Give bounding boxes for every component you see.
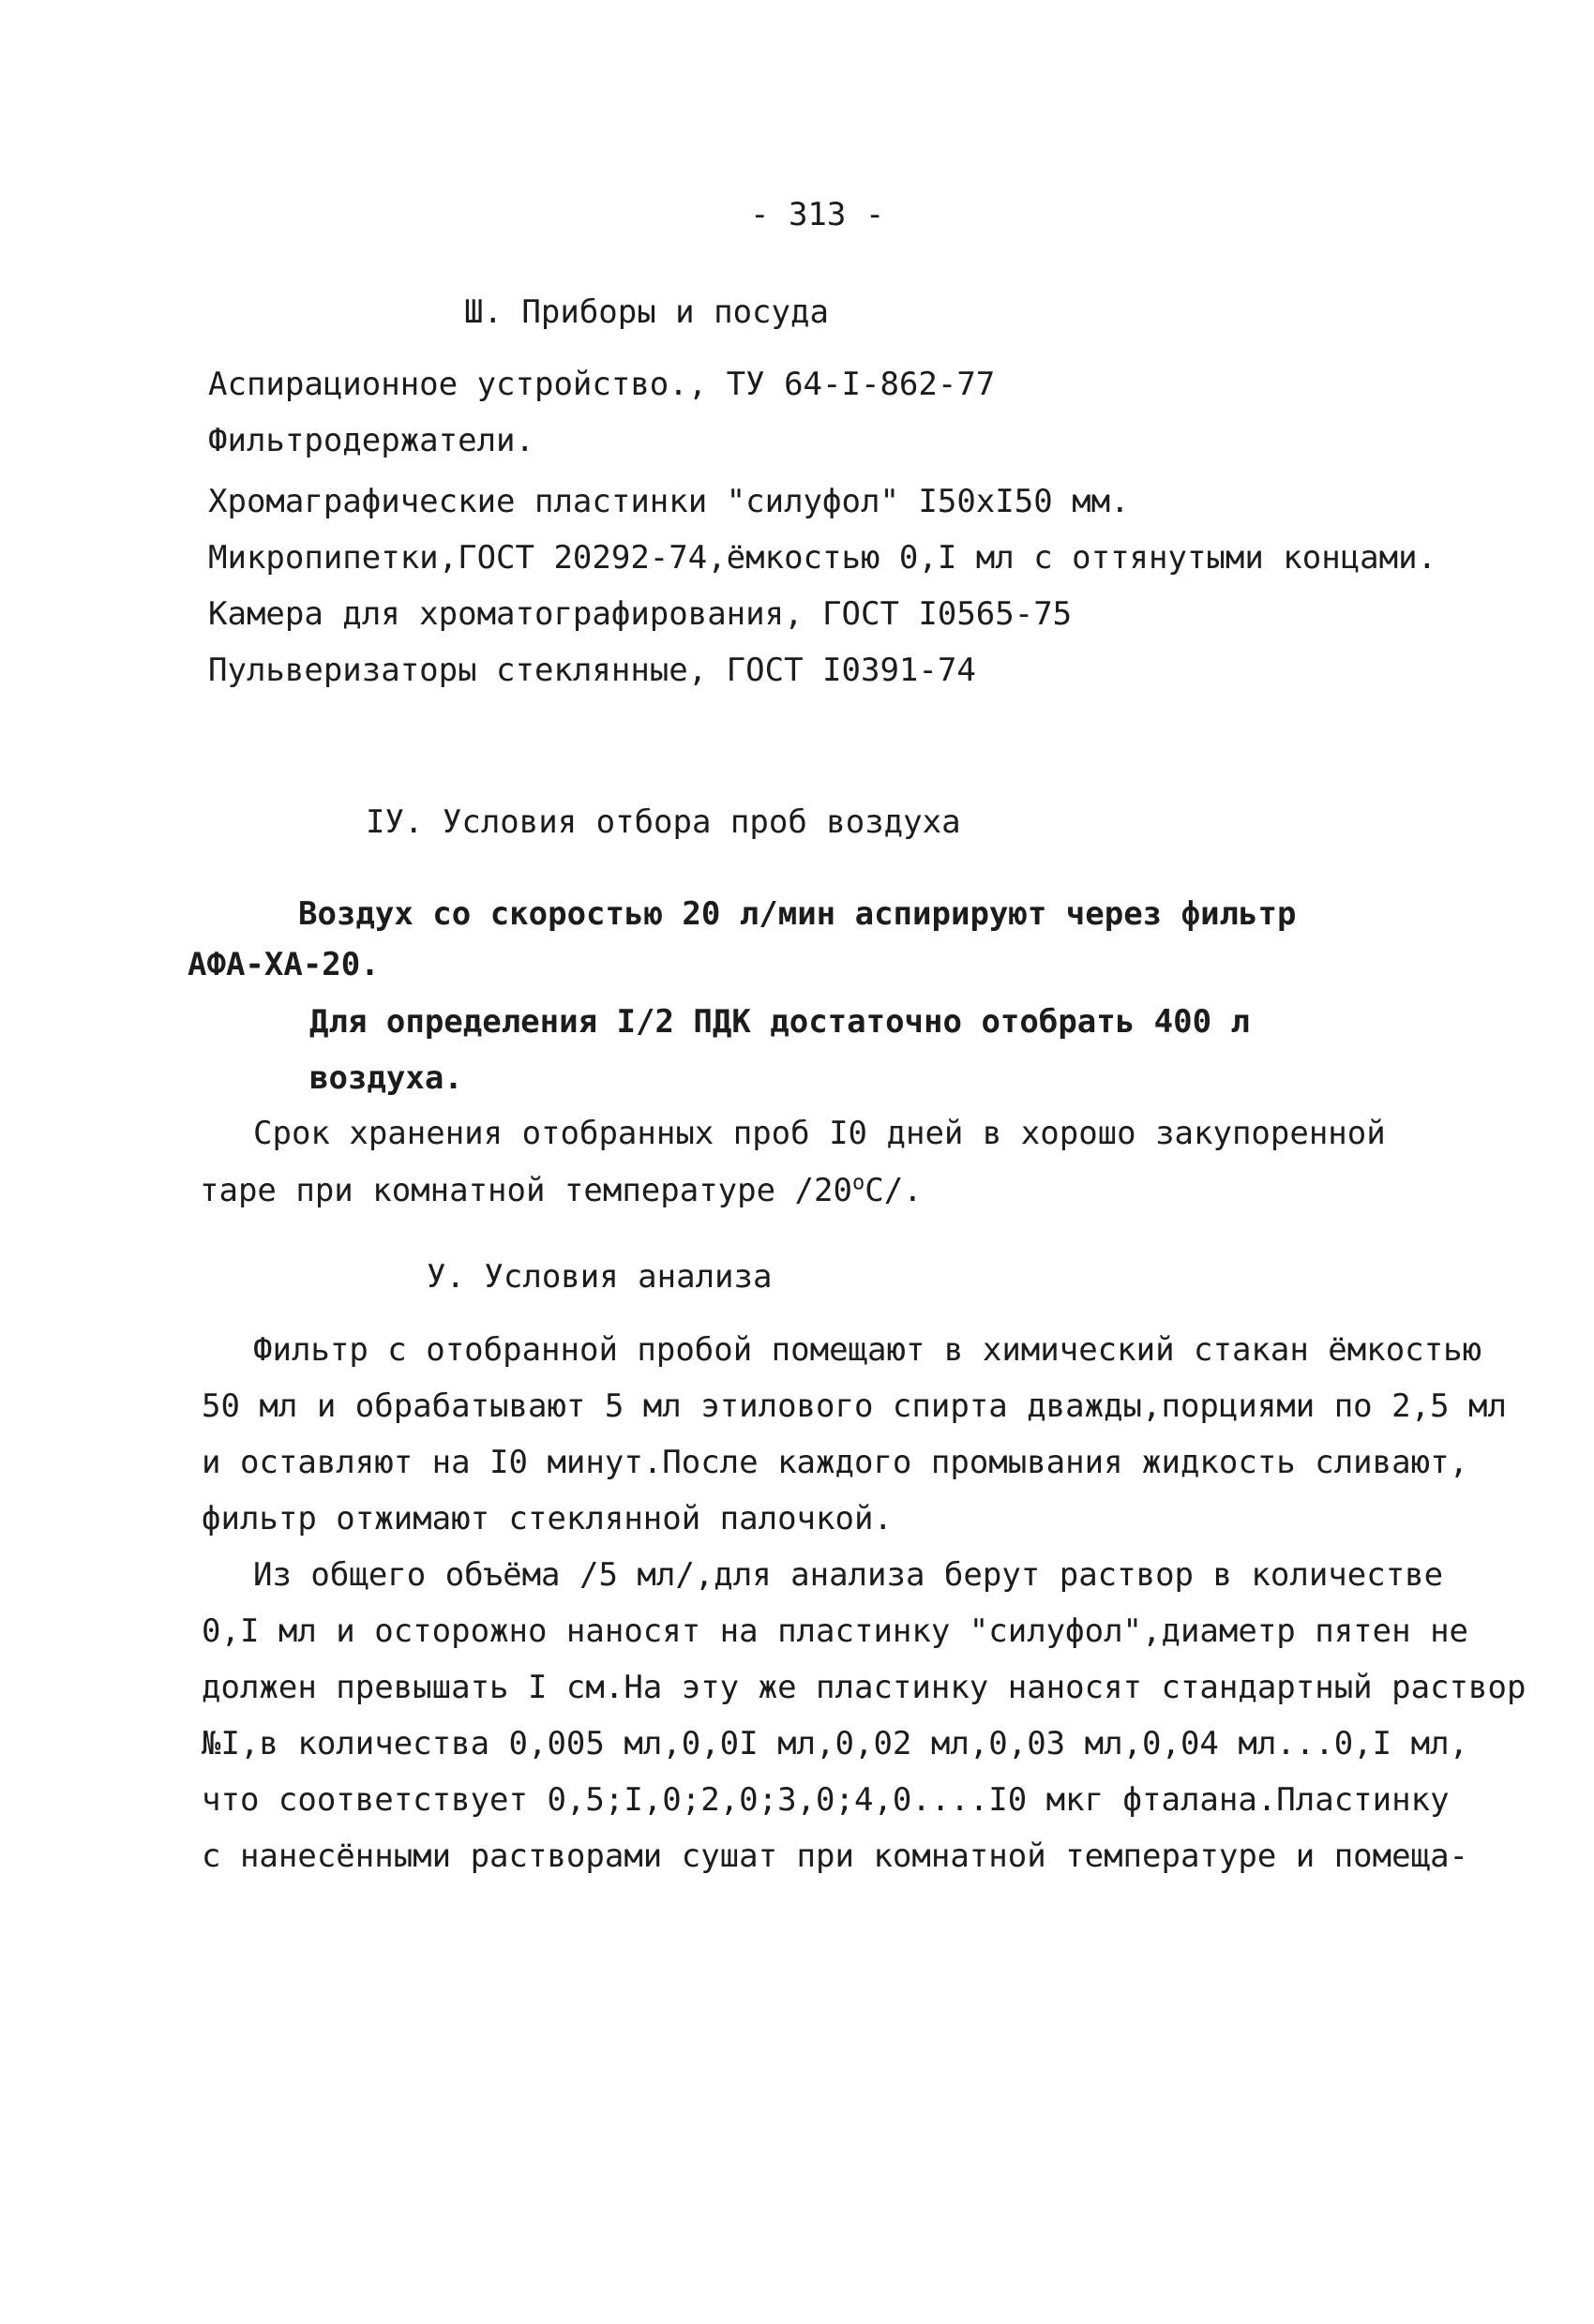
sampling-paragraph-3-line-1: Срок хранения отобранных проб I0 дней в хорошо закупоренной	[253, 1115, 1386, 1152]
storage-text-after: С/.	[865, 1172, 923, 1209]
equipment-line-5: Камера для хроматографирования, ГОСТ I0565-75	[208, 595, 1073, 633]
analysis-line-4: фильтр отжимают стеклянной палочкой.	[202, 1500, 893, 1537]
analysis-line-2: 50 мл и обрабатывают 5 мл этилового спирта дважды,порциями по 2,5 мл	[202, 1387, 1507, 1425]
equipment-line-2: Фильтродержатели.	[208, 422, 534, 459]
page-number: - 313 -	[750, 196, 885, 233]
analysis-line-7: должен превышать I см.На эту же пластинку наносят стандартный раствор	[202, 1669, 1526, 1706]
analysis-line-6: 0,I мл и осторожно наносят на пластинку "силуфол",диаметр пятен не	[202, 1612, 1469, 1650]
sampling-paragraph-2-line-1: Для определения I/2 ПДК достаточно отобрать 400 л	[309, 1003, 1251, 1041]
analysis-line-8: №I,в количества 0,005 мл,0,0I мл,0,02 мл,0,03 мл,0,04 мл...0,I мл,	[202, 1725, 1469, 1762]
equipment-line-1: Аспирационное устройство., ТУ 64-I-862-77	[208, 366, 996, 403]
storage-text-before: таре при комнатной температуре /20	[200, 1172, 852, 1209]
equipment-line-3: Хромаграфические пластинки "силуфол" I50xI50 мм.	[208, 483, 1130, 520]
sampling-paragraph-3-line-2	[200, 1171, 923, 1209]
sampling-paragraph-1-line-2: АФА-ХА-20.	[188, 946, 380, 983]
equipment-line-4: Микропипетки,ГОСТ 20292-74,ёмкостью 0,I мл с оттянутыми концами.	[208, 539, 1437, 577]
sampling-paragraph-2-line-2: воздуха.	[309, 1059, 463, 1097]
section-5-title: У. Условия анализа	[427, 1258, 773, 1296]
equipment-line-6: Пульверизаторы стеклянные, ГОСТ I0391-74	[208, 652, 976, 689]
section-4-title: IУ. Условия отбора проб воздуха	[366, 803, 961, 841]
degree-superscript: o	[851, 1171, 865, 1195]
section-3-title: Ш. Приборы и посуда	[464, 293, 829, 331]
analysis-line-10: с нанесёнными растворами сушат при комнатной температуре и помеща-	[202, 1837, 1469, 1875]
analysis-line-1: Фильтр с отобранной пробой помещают в химический стакан ёмкостью	[253, 1331, 1482, 1369]
analysis-line-9: что соответствует 0,5;I,0;2,0;3,0;4,0....I0 мкг фталана.Пластинку	[202, 1781, 1450, 1819]
analysis-line-5: Из общего объёма /5 мл/,для анализа берут раствор в количестве	[253, 1556, 1444, 1594]
analysis-line-3: и оставляют на I0 минут.После каждого промывания жидкость сливают,	[202, 1444, 1469, 1481]
sampling-paragraph-1-line-1: Воздух со скоростью 20 л/мин аспирируют через фильтр	[298, 895, 1297, 933]
